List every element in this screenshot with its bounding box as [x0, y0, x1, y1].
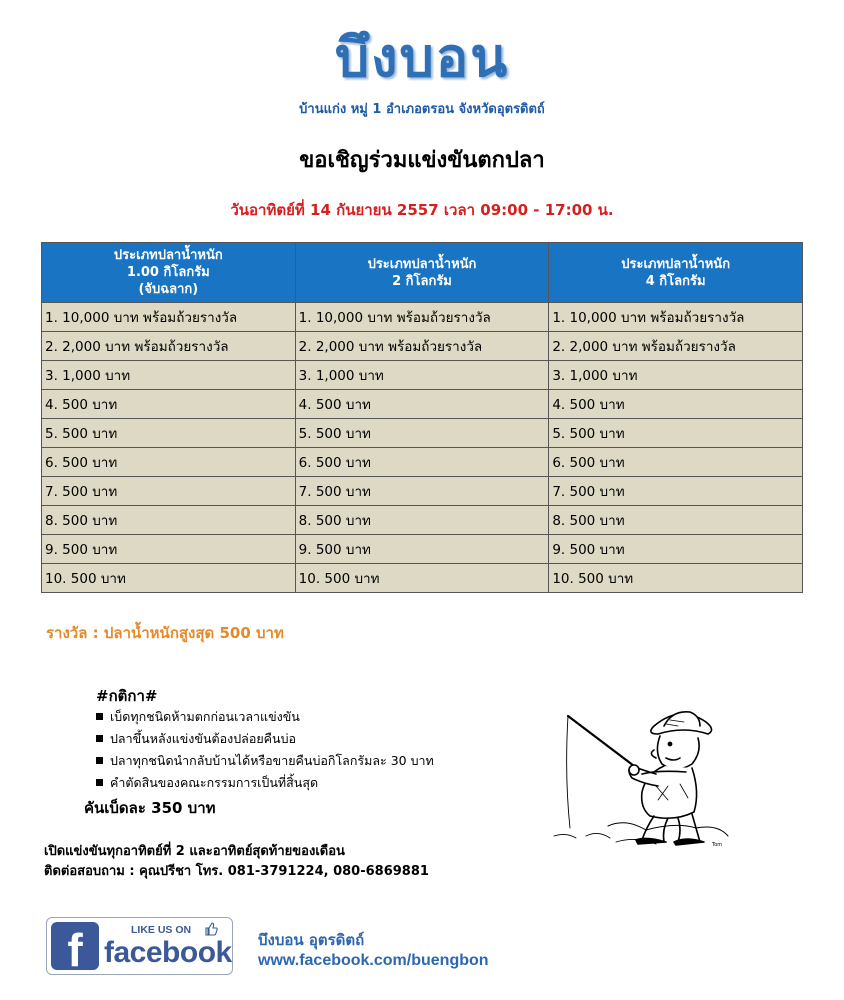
facebook-page-url[interactable]: www.facebook.com/buengbon [258, 952, 489, 969]
event-date: วันอาทิตย์ที่ 14 กันยายน 2557 เวลา 09:00 - 17:00 น. [230, 201, 614, 219]
table-cell: 9. 500 บาท [295, 535, 549, 564]
column-header-2kg [295, 243, 549, 303]
column-header-1kg [42, 243, 296, 303]
table-row [42, 390, 803, 419]
rules-list [96, 707, 434, 795]
column-header-line: ประเภทปลาน้ำหนัก [367, 256, 477, 272]
table-cell: 2. 2,000 บาท พร้อมถ้วยรางวัล [295, 332, 549, 361]
table-cell: 4. 500 บาท [295, 390, 549, 419]
list-item [96, 773, 434, 795]
column-header-line: 4 กิโลกรัม [645, 273, 706, 289]
table-cell: 7. 500 บาท [549, 477, 803, 506]
invitation-heading: ขอเชิญร่วมแข่งขันตกปลา [299, 148, 545, 173]
address-line: บ้านแก่ง หมู่ 1 อำเภอตรอน จังหวัดอุตรดิตถ์ [299, 102, 545, 117]
table-cell: 9. 500 บาท [549, 535, 803, 564]
table-cell: 6. 500 บาท [295, 448, 549, 477]
table-row [42, 506, 803, 535]
table-cell: 10. 500 บาท [549, 564, 803, 593]
column-header-line: ประเภทปลาน้ำหนัก [113, 248, 223, 263]
facebook-page-name: บึงบอน อุตรดิตถ์ [258, 931, 365, 949]
facebook-like-badge[interactable] [46, 917, 233, 975]
table-cell: 1. 10,000 บาท พร้อมถ้วยรางวัล [549, 303, 803, 332]
table-row [42, 448, 803, 477]
column-header-line: (จับฉลาก) [138, 282, 199, 297]
rule-text: ปลาขึ้นหลังแข่งขันต้องปล่อยคืนบ่อ [110, 731, 297, 746]
table-cell: 6. 500 บาท [549, 448, 803, 477]
rule-text: เบ็ดทุกชนิดห้ามตกก่อนเวลาแข่งขัน [110, 709, 300, 724]
table-cell: 5. 500 บาท [295, 419, 549, 448]
fisherman-illustration [546, 700, 732, 850]
table-row [42, 303, 803, 332]
table-cell: 5. 500 บาท [549, 419, 803, 448]
table-cell: 3. 1,000 บาท [549, 361, 803, 390]
column-header-line: 1.00 กิโลกรัม [126, 265, 210, 280]
list-item [96, 707, 434, 729]
table-cell: 4. 500 บาท [549, 390, 803, 419]
page-title: บึงบอน [334, 26, 510, 89]
square-bullet-icon [96, 757, 103, 764]
top-weight-award: รางวัล : ปลาน้ำหนักสูงสุด 500 บาท [46, 624, 284, 642]
rule-text: คำตัดสินของคณะกรรมการเป็นที่สิ้นสุด [110, 775, 319, 790]
list-item [96, 729, 434, 751]
table-cell: 2. 2,000 บาท พร้อมถ้วยรางวัล [42, 332, 296, 361]
table-row [42, 477, 803, 506]
like-us-label: LIKE US ON [131, 924, 192, 936]
facebook-wordmark: facebook [104, 936, 232, 969]
entry-fee: คันเบ็ดละ 350 บาท [84, 799, 216, 817]
table-row [42, 564, 803, 593]
column-header-line: 2 กิโลกรัม [392, 273, 452, 289]
facebook-f-glyph: f [67, 924, 83, 975]
table-cell: 8. 500 บาท [42, 506, 296, 535]
contact-info: ติดต่อสอบถาม : คุณปรีชา โทร. 081-3791224, 080-6869881 [44, 864, 429, 879]
prize-table-header [42, 243, 803, 303]
table-cell: 5. 500 บาท [42, 419, 296, 448]
svg-text:Tom: Tom [712, 842, 723, 848]
table-cell: 9. 500 บาท [42, 535, 296, 564]
list-item [96, 751, 434, 773]
thumbs-up-icon [204, 922, 218, 936]
table-cell: 6. 500 บาท [42, 448, 296, 477]
table-row [42, 332, 803, 361]
table-row [42, 535, 803, 564]
table-row [42, 361, 803, 390]
column-header-line: ประเภทปลาน้ำหนัก [621, 256, 731, 272]
table-cell: 7. 500 บาท [295, 477, 549, 506]
table-cell: 8. 500 บาท [549, 506, 803, 535]
rule-text: ปลาทุกชนิดนำกลับบ้านได้หรือขายคืนบ่อกิโลกรัมละ 30 บาท [110, 753, 434, 768]
square-bullet-icon [96, 779, 103, 786]
table-cell: 1. 10,000 บาท พร้อมถ้วยรางวัล [42, 303, 296, 332]
table-cell: 8. 500 บาท [295, 506, 549, 535]
table-cell: 2. 2,000 บาท พร้อมถ้วยรางวัล [549, 332, 803, 361]
table-cell: 10. 500 บาท [295, 564, 549, 593]
prize-table [41, 242, 803, 593]
table-cell: 7. 500 บาท [42, 477, 296, 506]
table-cell: 4. 500 บาท [42, 390, 296, 419]
schedule-note: เปิดแข่งขันทุกอาทิตย์ที่ 2 และอาทิตย์สุดท้ายของเดือน [44, 844, 345, 859]
square-bullet-icon [96, 735, 103, 742]
table-cell: 1. 10,000 บาท พร้อมถ้วยรางวัล [295, 303, 549, 332]
table-cell: 3. 1,000 บาท [42, 361, 296, 390]
table-cell: 10. 500 บาท [42, 564, 296, 593]
square-bullet-icon [96, 713, 103, 720]
table-row [42, 419, 803, 448]
rules-title: #กติกา# [96, 687, 158, 705]
table-cell: 3. 1,000 บาท [295, 361, 549, 390]
column-header-4kg [549, 243, 803, 303]
